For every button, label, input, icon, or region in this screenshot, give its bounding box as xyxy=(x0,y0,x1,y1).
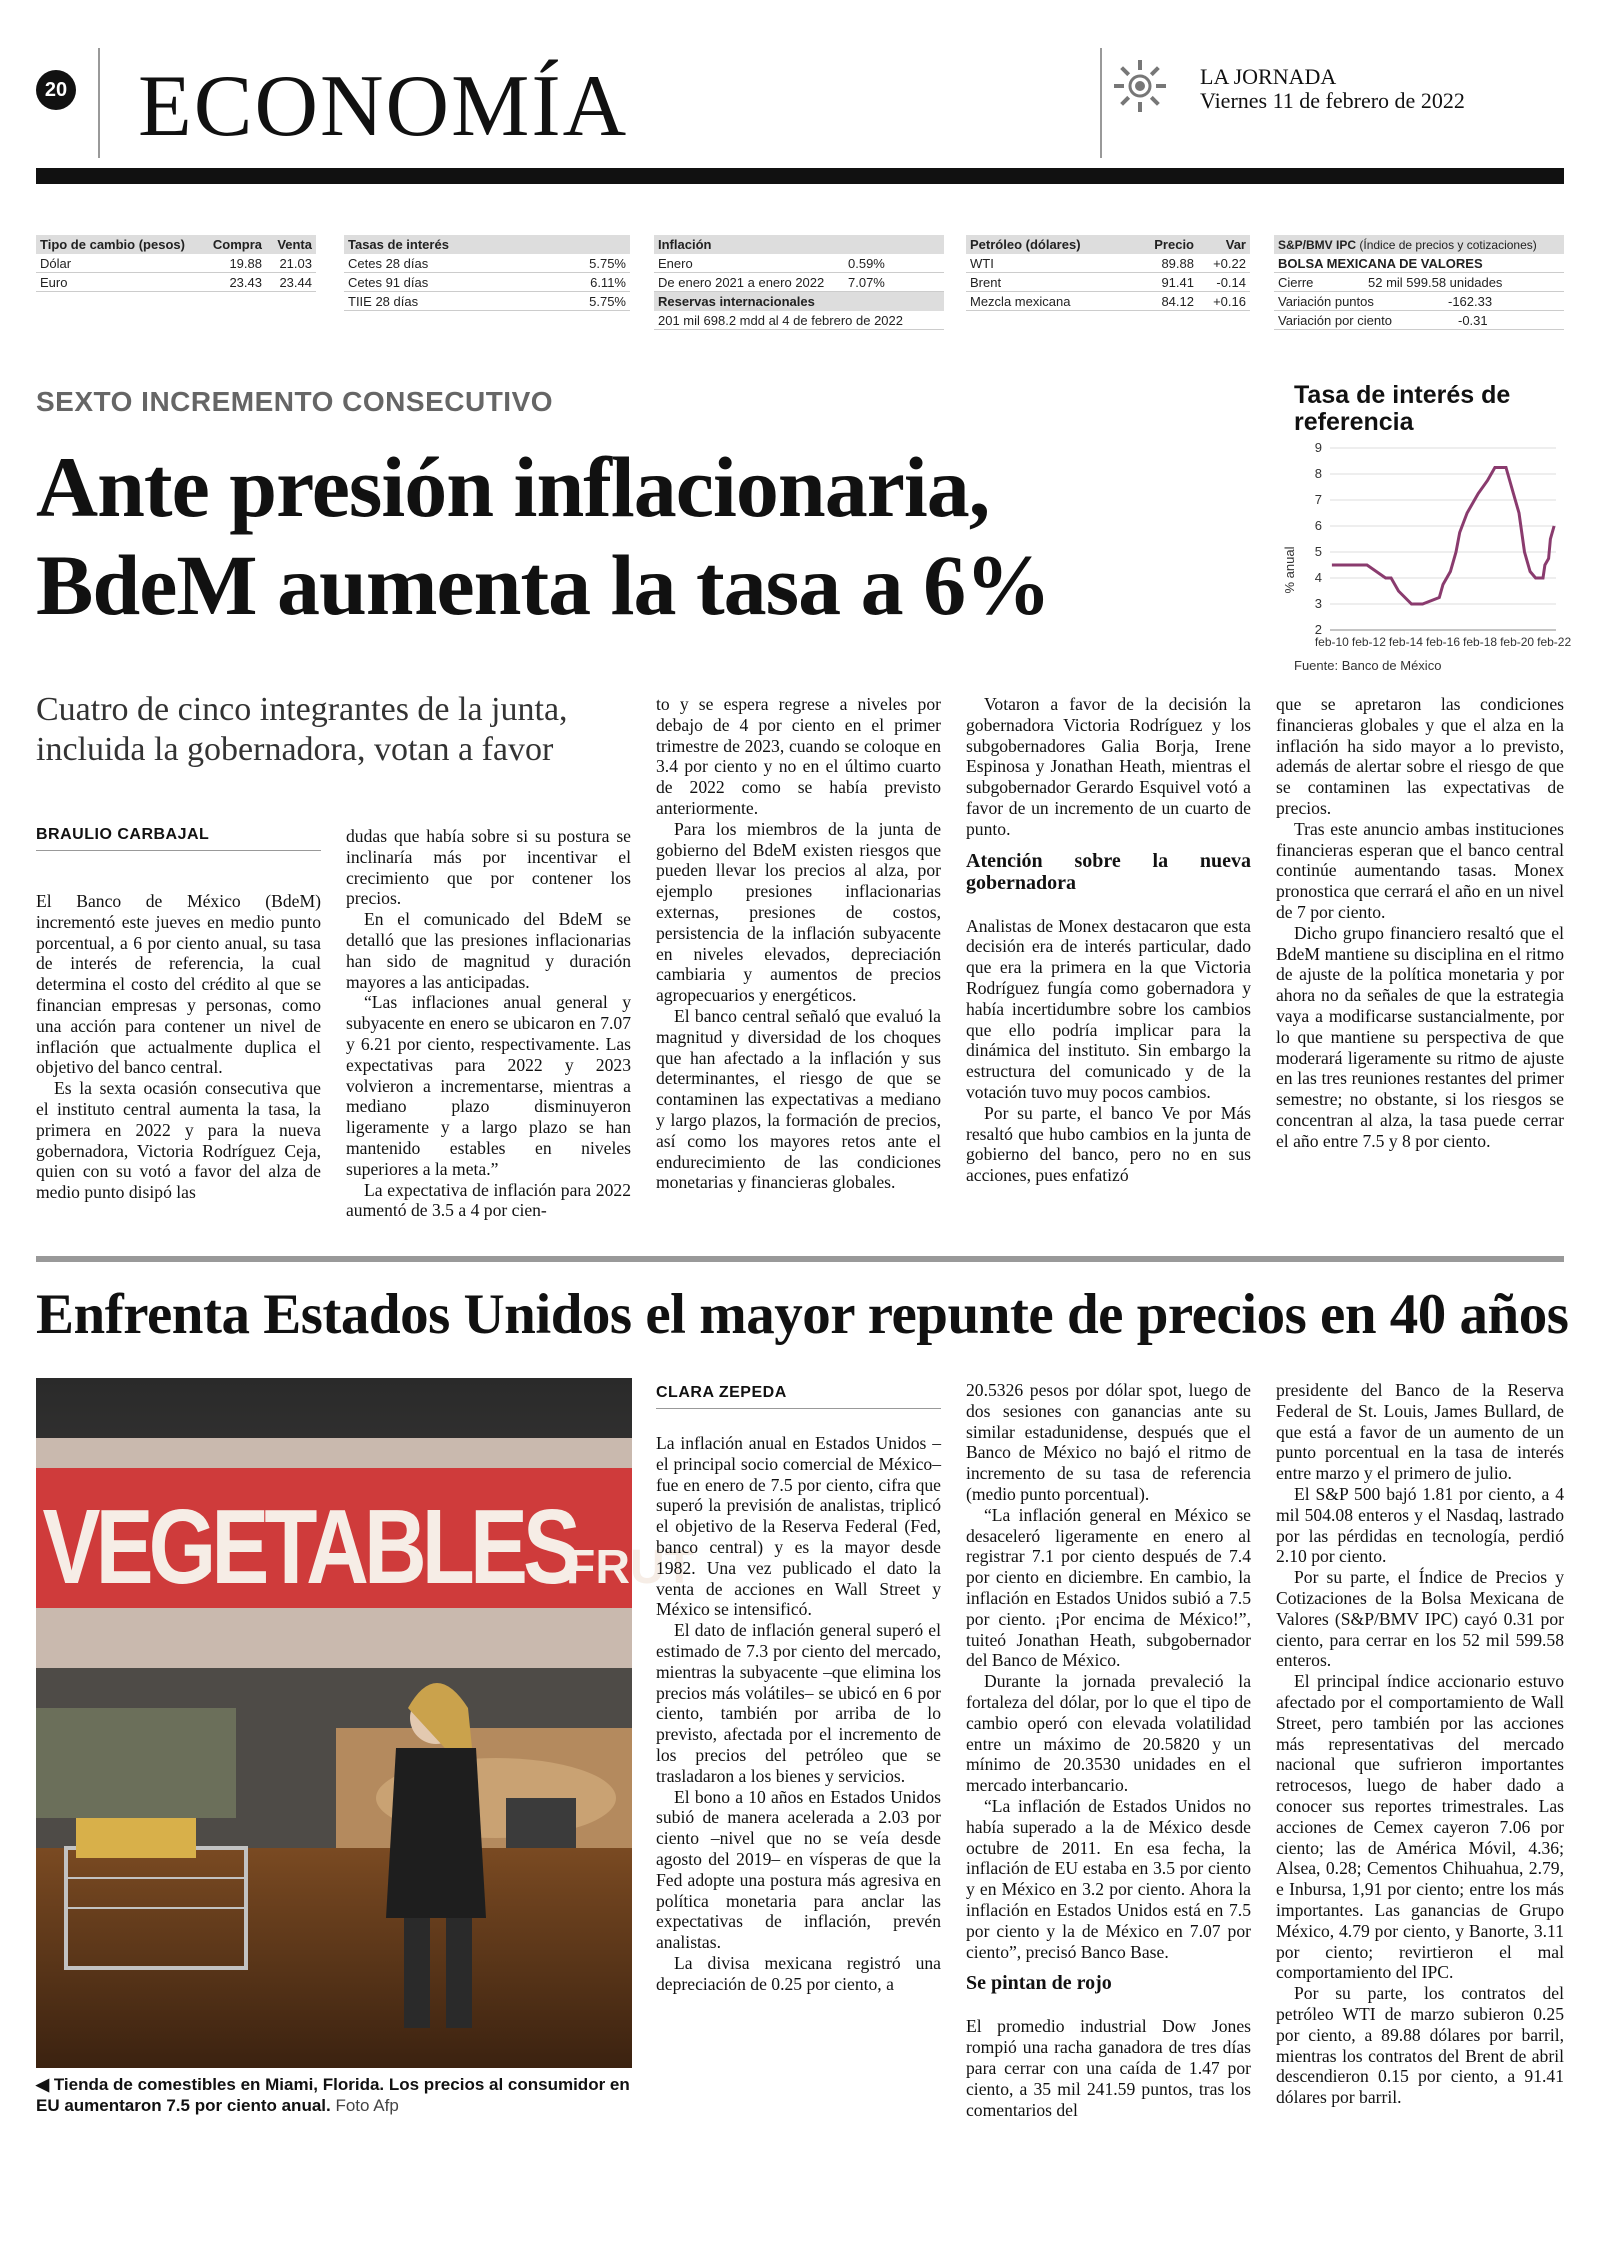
row-value: 84.12 xyxy=(1161,293,1194,309)
inflation-title: Inflación xyxy=(658,237,712,252)
shopper-body xyxy=(386,1748,486,1918)
table-row xyxy=(966,273,1250,292)
paragraph: En el comunicado del BdeM se detalló que las presiones inflacionarias han sido de magnitud y duración mayores a las anticipadas. xyxy=(346,909,631,992)
reserves-title: Reservas internacionales xyxy=(658,294,815,309)
story1-column-2 xyxy=(346,826,631,1221)
row-value: 89.88 xyxy=(1161,255,1194,271)
chart-y-tick-label: 9 xyxy=(1314,440,1322,455)
row-label: De enero 2021 a enero 2022 xyxy=(658,274,825,290)
paragraph: El S&P 500 bajó 1.81 por ciento, a 4 mil 504.08 enteros y el Nasdaq, lastrado por las pérdidas en tecnología, perdió 2.10 por ciento. xyxy=(1276,1483,1564,1567)
photo-credit: Foto Afp xyxy=(335,2096,399,2115)
table-row xyxy=(966,292,1250,311)
bmv-title: S&P/BMV IPC xyxy=(1278,237,1357,252)
chart-x-tick-label: feb-10 xyxy=(1314,635,1349,649)
table-row xyxy=(344,273,630,292)
paragraph: Durante la jornada prevaleció la fortaleza del dólar, por lo que el tipo de cambio operó con elevada volatilidad entre un máximo de 20.5820 y un mínimo de 20.3530 unidades en el mercado interbancario. xyxy=(966,1671,1251,1796)
section-subhead: Se pintan de rojo xyxy=(966,1972,1112,1995)
paragraph: Es la sexta ocasión consecutiva que el instituto central aumenta la tasa, la primera en 2022 y para la nueva gobernadora, Victoria Rodríguez Ceja, quien con su votó a favor del alza de medio punto disipó las xyxy=(36,1078,321,1203)
row-value: +0.22 xyxy=(1213,255,1246,271)
table-row xyxy=(1274,311,1564,330)
paragraph: Votaron a favor de la decisión la gobernadora Victoria Rodríguez y los subgobernadores Galia Borja, Irene Espinosa y Jonathan Heath, mientras el subgobernador Gerardo Esquivel votó a favor de un incremento de un cuarto de punto. xyxy=(966,694,1251,839)
row-value: 52 mil 599.58 unidades xyxy=(1368,274,1503,290)
paragraph: El principal índice accionario estuvo afectado por el comportamiento de Wall Street, pero también por las acciones más representativas del mercado nacional que sufrieron importantes retrocesos, luego de haber dado a conocer sus reportes trimestrales. Las acciones de Cemex cayeron 7.06 por ciento; las de América Móvil, 4.36; Alsea, 0.28; Cementos Chihuahua, 2.79, e Inbursa, 1,91 por ciento; entre los más importantes. Las ganancias de Grupo México, 4.79 por ciento, y Banorte, 3.11 por ciento; revirtieron el mal comportamiento del IPC. xyxy=(1276,1671,1564,1983)
chart-series-line xyxy=(1332,468,1554,605)
exchange-rate-table xyxy=(36,235,316,292)
chart-ylabel: % anual xyxy=(1282,546,1297,594)
row-label: TIIE 28 días xyxy=(348,293,419,309)
paragraph: “La inflación general en México se desaceleró ligeramente en enero al registrar 7.1 por ciento después de 7.4 por ciento en diciembre. En cambio, la inflación en Estados Unidos subió a 7.5 por ciento. ¡Por encima de México!”, tuiteó Jonathan Heath, subgobernador del Banco de México. xyxy=(966,1504,1251,1671)
byline: CLARA ZEPEDA xyxy=(656,1384,941,1409)
header-bar xyxy=(36,168,1564,184)
headline-line: Ante presión inflacionaria, xyxy=(36,439,990,535)
row-label: Cetes 91 días xyxy=(348,274,429,290)
row-label: Variación por ciento xyxy=(1278,312,1392,328)
story1-column-1 xyxy=(36,826,321,1203)
publication-name: LA JORNADA xyxy=(1200,64,1337,89)
interest-rate-chart xyxy=(1280,438,1572,678)
paragraph: El dato de inflación general superó el estimado de 7.3 por ciento del mercado, mientras la subyacente –que elimina los precios más volátiles– se ubicó en 6 por ciento, también por arriba de lo previsto, afectada por el incremento de los precios del petróleo que se trasladaron a los bienes y servicios. xyxy=(656,1620,941,1786)
chart-y-tick-label: 4 xyxy=(1314,570,1322,585)
store-sign-text: VEGETABLES xyxy=(42,1486,577,1606)
paragraph: “La inflación de Estados Unidos no había superado a la de México desde octubre de 2011. En esa fecha, la inflación de EU estaba en 3.5 por ciento y en México en 3.2 por ciento. Ahora la inflación en Estados Unidos está en 7.5 por ciento y la de México en 7.07 por ciento”, precisó Banco Base. xyxy=(966,1795,1251,1962)
table-row xyxy=(1274,273,1564,292)
paragraph: 20.5326 pesos por dólar spot, luego de dos sesiones con ganancias ante su similar estadunidense, después que el Banco de México no bajó el ritmo de incremento de su tasa de referencia (medio punto porcentual). xyxy=(966,1380,1251,1504)
chart-y-tick-label: 3 xyxy=(1314,596,1322,611)
grocery-store-photo xyxy=(36,1378,694,2068)
chart-y-tick-label: 2 xyxy=(1314,622,1322,637)
inflation-table xyxy=(654,235,944,330)
story1-column-3 xyxy=(656,694,941,1193)
chart-y-tick-label: 8 xyxy=(1314,466,1322,481)
row-value: 5.75% xyxy=(589,255,626,271)
reserves-value: 201 mil 698.2 mdd al 4 de febrero de 2022 xyxy=(658,312,904,328)
row-value: 21.03 xyxy=(279,255,312,271)
col-header: Var xyxy=(1225,237,1246,252)
second-headline: Enfrenta Estados Unidos el mayor repunte de precios en 40 años xyxy=(36,1283,1569,1346)
story1-column-5 xyxy=(1276,694,1564,1152)
row-value: -0.14 xyxy=(1216,274,1246,290)
row-value: 7.07% xyxy=(848,274,885,290)
table-row xyxy=(344,292,630,311)
chart-x-tick-label: feb-18 xyxy=(1463,635,1498,649)
section-divider xyxy=(36,1256,1564,1262)
row-value: -162.33 xyxy=(1448,293,1493,309)
row-value: +0.16 xyxy=(1213,293,1246,309)
row-value: -0.31 xyxy=(1458,312,1488,328)
chart-y-tick-label: 6 xyxy=(1314,518,1322,533)
paragraph: La expectativa de inflación para 2022 aumentó de 3.5 a 4 por cien- xyxy=(346,1179,631,1221)
table-row xyxy=(36,273,316,292)
col-header: Venta xyxy=(277,237,312,252)
paragraph: El bono a 10 años en Estados Unidos subió de manera acelerada a 2.03 por ciento –nivel que no se veía desde agosto del 2019– en vísperas de que la Fed adopte una postura más agresiva en política monetaria para anclar las expectativas de inflación, prevén analistas. xyxy=(656,1786,941,1953)
story2-column-2 xyxy=(966,1380,1251,2120)
row-value: 23.44 xyxy=(279,274,312,290)
photo-caption xyxy=(36,2074,632,2116)
sun-logo-icon xyxy=(1112,58,1168,114)
paragraph: El banco central señaló que evaluó la magnitud y diversidad de los choques que han afectado a la inflación y sus determinantes, el riesgo de que se contaminen las expectativas a mediano y largo plazos, la formación de precios, así como los mayores retos ante el endurecimiento de las condiciones monetarias y financieras globales. xyxy=(656,1005,941,1193)
paragraph: La divisa mexicana registró una depreciación de 0.25 por ciento, a xyxy=(656,1952,941,1994)
kicker: SEXTO INCREMENTO CONSECUTIVO xyxy=(36,386,554,417)
chart-x-tick-label: feb-16 xyxy=(1425,635,1461,649)
main-headline xyxy=(36,438,1266,634)
subhead: Cuatro de cinco integrantes de la junta, incluida la gobernadora, votan a favor xyxy=(36,691,568,768)
page-number: 20 xyxy=(36,70,76,110)
row-label: WTI xyxy=(970,255,994,271)
oil-title: Petróleo (dólares) xyxy=(970,237,1081,252)
col-header: Precio xyxy=(1154,237,1194,252)
paragraph: Tras este anuncio ambas instituciones financieras esperan que el banco central continúe aumentando tasas. Monex pronostica que cerrará el año en un nivel de 7 por ciento. xyxy=(1276,818,1564,922)
oil-price-table xyxy=(966,235,1250,311)
story2-column-1 xyxy=(656,1384,941,1995)
paragraph: Para los miembros de la junta de gobierno del BdeM existen riesgos que pueden llevar los precios al alza, por ejemplo presiones inflacionarias externas, presiones de costos, persistencia de la inflación subyacente en niveles elevados, depreciación cambiaria y aumentos de precios agropecuarios y energéticos. xyxy=(656,818,941,1006)
row-label: Variación puntos xyxy=(1278,293,1374,309)
story1-column-4 xyxy=(966,694,1251,1186)
header-divider xyxy=(98,48,100,158)
story2-column-3 xyxy=(1276,1380,1564,2108)
row-label: Euro xyxy=(40,274,68,290)
chart-x-tick-label: feb-22 xyxy=(1537,635,1572,649)
chart-title: Tasa de interés de referencia xyxy=(1294,381,1511,436)
row-label: Cetes 28 días xyxy=(348,255,429,271)
paragraph: El promedio industrial Dow Jones rompió una racha ganadora de tres días para cerrar con una caída de 1.47 por ciento, a 35 mil 241.59 puntos, tras los comentarios del xyxy=(966,2016,1251,2120)
caption-arrow-icon: ◀ xyxy=(36,2075,50,2094)
exchange-title: Tipo de cambio (pesos) xyxy=(40,237,185,252)
paragraph: dudas que había sobre si su postura se inclinaría más por incentivar el crecimiento que por contener los precios. xyxy=(346,826,631,909)
chart-y-tick-label: 7 xyxy=(1314,492,1322,507)
chart-source: Fuente: Banco de México xyxy=(1294,658,1442,673)
row-label: Mezcla mexicana xyxy=(970,293,1071,309)
row-value: 19.88 xyxy=(229,255,262,271)
table-row xyxy=(1274,254,1564,273)
paragraph: Dicho grupo financiero resaltó que el BdeM mantiene su disciplina en el ritmo de ajuste de la política monetaria y por ahora no da señales de que la estrategia vaya a modificarse sustancialmente, por lo que mantiene su perspectiva de que moderará ligeramente su ritmo de ajuste en las tres reuniones restantes del primer semestre; no obstante, si los riesgos se concentran al alza, la tasa puede cerrar el año entre 7.5 y 8 por ciento. xyxy=(1276,922,1564,1151)
bmv-title-note: (Índice de precios y cotizaciones) xyxy=(1359,237,1537,252)
paragraph: El Banco de México (BdeM) incrementó este jueves en medio punto porcentual, a 6 por ciento anual, su tasa de interés de referencia, la cual determina el costo del crédito al que se financian empresas y personas, como una acción para contener un nivel de inflación que actualmente duplica el objetivo del banco central. xyxy=(36,891,321,1078)
table-row xyxy=(966,254,1250,273)
chart-x-tick-label: feb-14 xyxy=(1388,635,1423,649)
table-row xyxy=(654,254,944,273)
paragraph: Por su parte, el banco Ve por Más resaltó que hubo cambios en la junta de gobierno del banco, pero no en sus acciones, pues enfatizó xyxy=(966,1102,1251,1186)
col-header: Compra xyxy=(212,237,262,252)
paragraph: “Las inflaciones anual general y subyacente en enero se ubicaron en 7.07 y 6.21 por ciento, respectivamente. Las expectativas para 2022 y 2023 volvieron a incrementarse, mientras a mediano plazo disminuyeron ligeramente y a largo plazo se han mantenido estables en niveles superiores a la meta.” xyxy=(346,992,631,1179)
header-divider xyxy=(1100,48,1102,158)
row-value: 91.41 xyxy=(1161,274,1194,290)
chart-x-tick-label: feb-20 xyxy=(1500,635,1535,649)
table-row xyxy=(654,273,944,292)
store-sign-text-small: FRUT xyxy=(566,1541,694,1594)
rates-title: Tasas de interés xyxy=(348,237,449,252)
paragraph: que se apretaron las condiciones financieras globales y que el alza en la inflación ha sido mayor a lo previsto, además de alertar sobre el riesgo de que se contaminen las expectativas de precios. xyxy=(1276,694,1564,818)
row-label: Dólar xyxy=(40,255,72,271)
paragraph: Analistas de Monex destacaron que esta decisión era de interés particular, dado que era la primera en la que Victoria Rodríguez fungía como gobernadora y había incertidumbre sobre los cambios que ello podría implicar para la dinámica del instituto. Sin embargo la estructura del comunicado y de la votación tuvo muy pocos cambios. xyxy=(966,915,1251,1102)
byline: BRAULIO CARBAJAL xyxy=(36,826,321,851)
row-value: 6.11% xyxy=(590,274,626,290)
section-title: ECONOMÍA xyxy=(138,58,629,155)
headline-line: BdeM aumenta la tasa a 6% xyxy=(36,537,1051,633)
paragraph: Por su parte, los contratos del petróleo WTI de marzo subieron 0.25 por ciento, a 89.88 dólares por barril, mientras los contratos del Brent de abril descendieron 0.15 por ciento, a 91.41 dólares por barril. xyxy=(1276,1983,1564,2108)
table-row xyxy=(344,254,630,273)
chart-x-tick-label: feb-12 xyxy=(1351,635,1386,649)
publication-date: Viernes 11 de febrero de 2022 xyxy=(1200,88,1465,113)
paragraph: La inflación anual en Estados Unidos –el principal socio comercial de México– fue en enero de 7.5 por ciento, cifra que superó la previsión de analistas, triplicó el objetivo de la Reserva Federal (Fed, banco central) y es la mayor desde 1982. Una vez publicado el dato la venta de acciones en Wall Street y México se intensificó. xyxy=(656,1433,941,1620)
paragraph: Por su parte, el Índice de Precios y Cotizaciones de la Bolsa Mexicana de Valores (S&P/BMV IPC) cayó 0.31 por ciento, para cerrar en los 52 mil 599.58 enteros. xyxy=(1276,1567,1564,1671)
row-label: Cierre xyxy=(1278,274,1314,290)
table-row xyxy=(1274,292,1564,311)
table-row xyxy=(654,311,944,330)
caption-text: Tienda de comestibles en Miami, Florida. Los precios al consumidor en EU aumentaron 7.5 por ciento anual. xyxy=(36,2075,630,2115)
row-value: 0.59% xyxy=(848,255,885,271)
row-value: 23.43 xyxy=(229,274,262,290)
row-value: 5.75% xyxy=(589,293,626,309)
section-subhead: Atención sobre la nueva gobernadora xyxy=(966,849,1251,894)
interest-rates-table xyxy=(344,235,630,311)
paragraph: presidente del Banco de la Reserva Federal de St. Louis, James Bullard, de que está a favor de un aumento de un punto porcentual en la tasa de interés entre marzo y el primero de julio. xyxy=(1276,1380,1564,1484)
row-label: Brent xyxy=(970,274,1002,290)
table-row xyxy=(36,254,316,273)
paragraph: to y se espera regrese a niveles por debajo de 4 por ciento en el primer trimestre de 2023, cuando se coloque en 3.4 por ciento y no en el último cuarto de 2022 como se había previsto anteriormente. xyxy=(656,694,941,818)
bmv-subtitle: BOLSA MEXICANA DE VALORES xyxy=(1278,255,1483,271)
bmv-table xyxy=(1274,235,1564,330)
row-label: Enero xyxy=(658,255,693,271)
chart-y-tick-label: 5 xyxy=(1314,544,1322,559)
